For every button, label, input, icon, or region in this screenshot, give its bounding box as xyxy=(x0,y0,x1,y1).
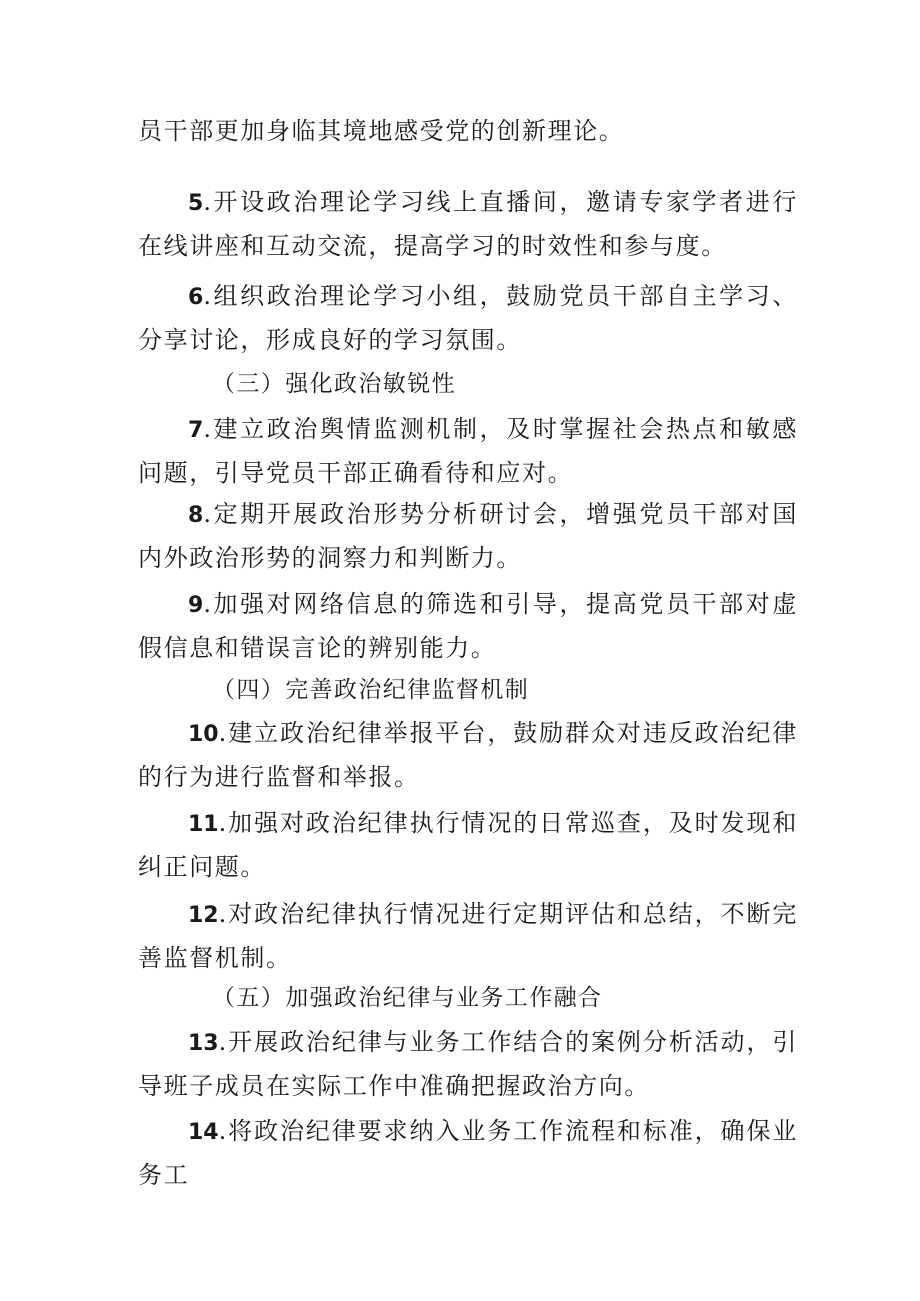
list-item xyxy=(138,408,798,495)
item-number: 11 xyxy=(188,812,219,837)
item-number: 6 xyxy=(188,285,204,310)
item-number: 13 xyxy=(188,1031,219,1056)
item-number: 12 xyxy=(188,903,219,928)
list-item xyxy=(138,712,798,799)
item-text: .组织政治理论学习小组，鼓励党员干部自主学习、分享讨论，形成良好的学习氛围。 xyxy=(138,282,798,354)
item-number: 14 xyxy=(188,1120,219,1145)
item-text: .加强对政治纪律执行情况的日常巡查，及时发现和纠正问题。 xyxy=(138,809,798,881)
item-number: 8 xyxy=(188,503,204,528)
item-text: .加强对网络信息的筛选和引导，提高党员干部对虚假信息和错误言论的辨别能力。 xyxy=(138,590,798,662)
continuation-paragraph xyxy=(138,110,798,153)
list-item xyxy=(138,493,798,580)
item-number: 7 xyxy=(188,418,204,443)
item-text: .开展政治纪律与业务工作结合的案例分析活动，引导班子成员在实际工作中准确把握政治方向。 xyxy=(138,1028,798,1100)
list-item xyxy=(138,181,798,268)
item-number: 5 xyxy=(188,191,204,216)
section-heading: （三）强化政治敏锐性 xyxy=(212,371,456,397)
section-heading: （四）完善政治纪律监督机制 xyxy=(212,677,530,703)
item-text: .将政治纪律要求纳入业务工作流程和标准，确保业务工 xyxy=(138,1117,798,1189)
list-item xyxy=(138,893,798,980)
list-item xyxy=(138,275,798,362)
item-text: .建立政治舆情监测机制，及时掌握社会热点和敏感问题，引导党员干部正确看待和应对。 xyxy=(138,415,798,487)
item-text: .建立政治纪律举报平台，鼓励群众对违反政治纪律的行为进行监督和举报。 xyxy=(138,719,798,791)
item-text: .对政治纪律执行情况进行定期评估和总结，不断完善监督机制。 xyxy=(138,900,798,972)
section-heading: （五）加强政治纪律与业务工作融合 xyxy=(212,985,603,1011)
list-item xyxy=(138,1021,798,1108)
item-text: .开设政治理论学习线上直播间，邀请专家学者进行在线讲座和互动交流，提高学习的时效性和参与度。 xyxy=(138,188,798,260)
list-item xyxy=(138,1110,798,1197)
paragraph-text: 员干部更加身临其境地感受党的创新理论。 xyxy=(138,117,625,145)
item-number: 9 xyxy=(188,593,204,618)
item-number: 10 xyxy=(188,722,219,747)
list-item xyxy=(138,802,798,889)
list-item xyxy=(138,583,798,670)
item-text: .定期开展政治形势分析研讨会，增强党员干部对国内外政治形势的洞察力和判断力。 xyxy=(138,500,798,572)
